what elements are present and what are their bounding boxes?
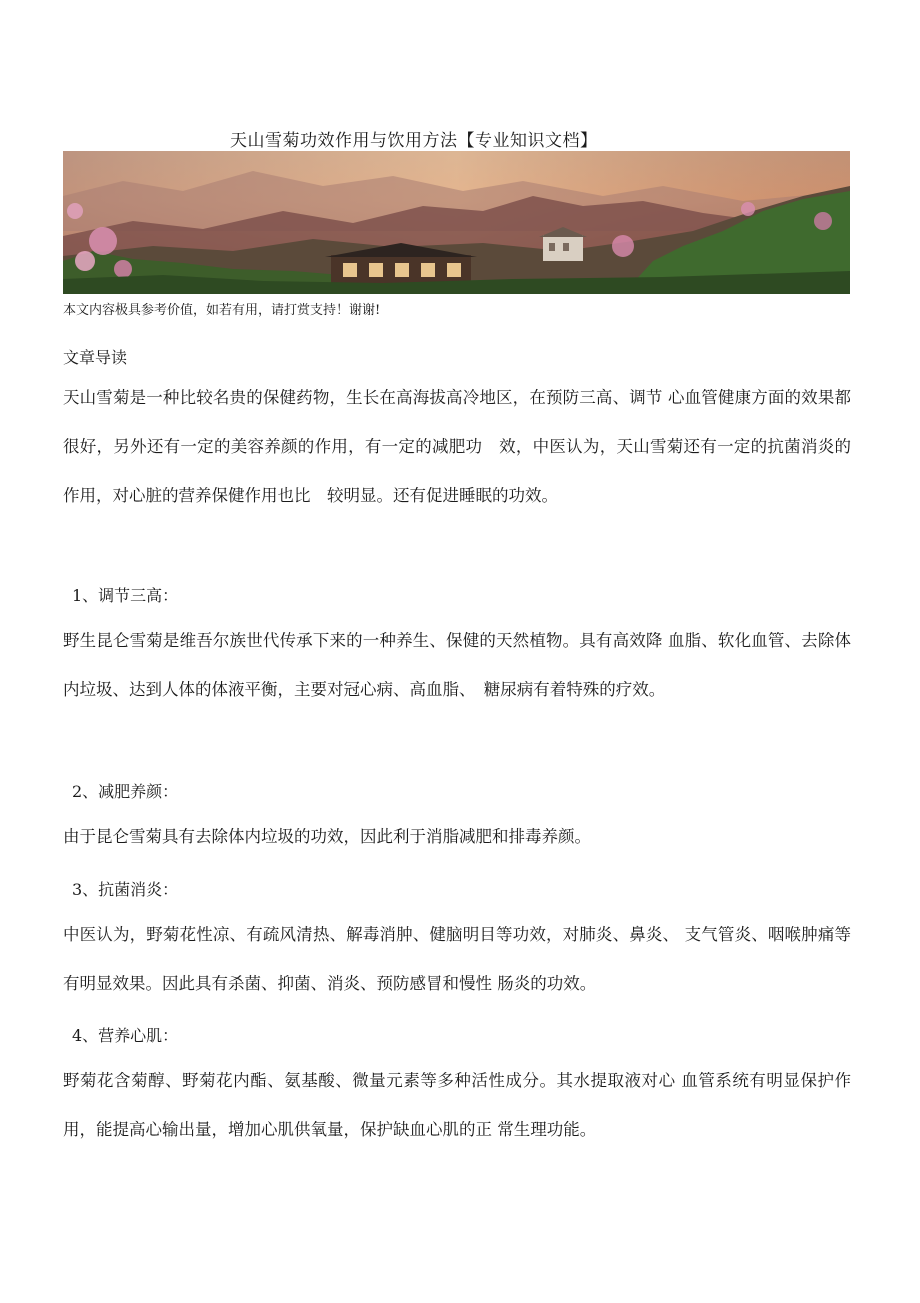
section-body: 野生昆仑雪菊是维吾尔族世代传承下来的一种养生、保健的天然植物。具有高效降 血脂、软化血管、去除体内垃圾、达到人体的体液平衡，主要对冠心病、高血脂、 糖尿病有着特殊的疗效。 (63, 631, 851, 699)
section-heading: 4、营养心肌： (72, 1026, 179, 1045)
guide-heading: 文章导读 (63, 348, 128, 367)
section-body: 中医认为，野菊花性凉、有疏风清热、解毒消肿、健脑明目等功效，对肺炎、鼻炎、 支气管炎、咽喉肿痛等有明显效果。因此具有杀菌、抑菌、消炎、预防感冒和慢性 肠炎的功效。 (63, 925, 851, 993)
section-body: 野菊花含菊醇、野菊花内酯、氨基酸、微量元素等多种活性成分。其水提取液对心 血管系统有明显保护作用，能提高心输出量，增加心肌供氧量，保护缺血心肌的正 常生理功能。 (63, 1071, 851, 1139)
intro-paragraph: 天山雪菊是一种比较名贵的保健药物，生长在高海拔高冷地区，在预防三高、调节 心血管健康方面的效果都很好，另外还有一定的美容养颜的作用，有一定的减肥功 效，中医认为，天山雪菊还有一定的抗菌消炎的作用，对心脏的营养保健作用也比 较明显。还有促进睡眠的功效。 (63, 388, 851, 505)
landscape-banner-image (63, 151, 850, 294)
section-heading: 2、减肥养颜： (72, 782, 179, 801)
section-heading: 3、抗菌消炎： (72, 880, 179, 899)
section-heading: 1、调节三高： (72, 586, 179, 605)
document-title: 天山雪菊功效作用与饮用方法【专业知识文档】 (230, 131, 598, 151)
section-body: 由于昆仑雪菊具有去除体内垃圾的功效，因此利于消脂减肥和排毒养颜。 (63, 827, 591, 846)
support-notice: 本文内容极具参考价值，如若有用，请打赏支持！谢谢! (63, 303, 381, 318)
